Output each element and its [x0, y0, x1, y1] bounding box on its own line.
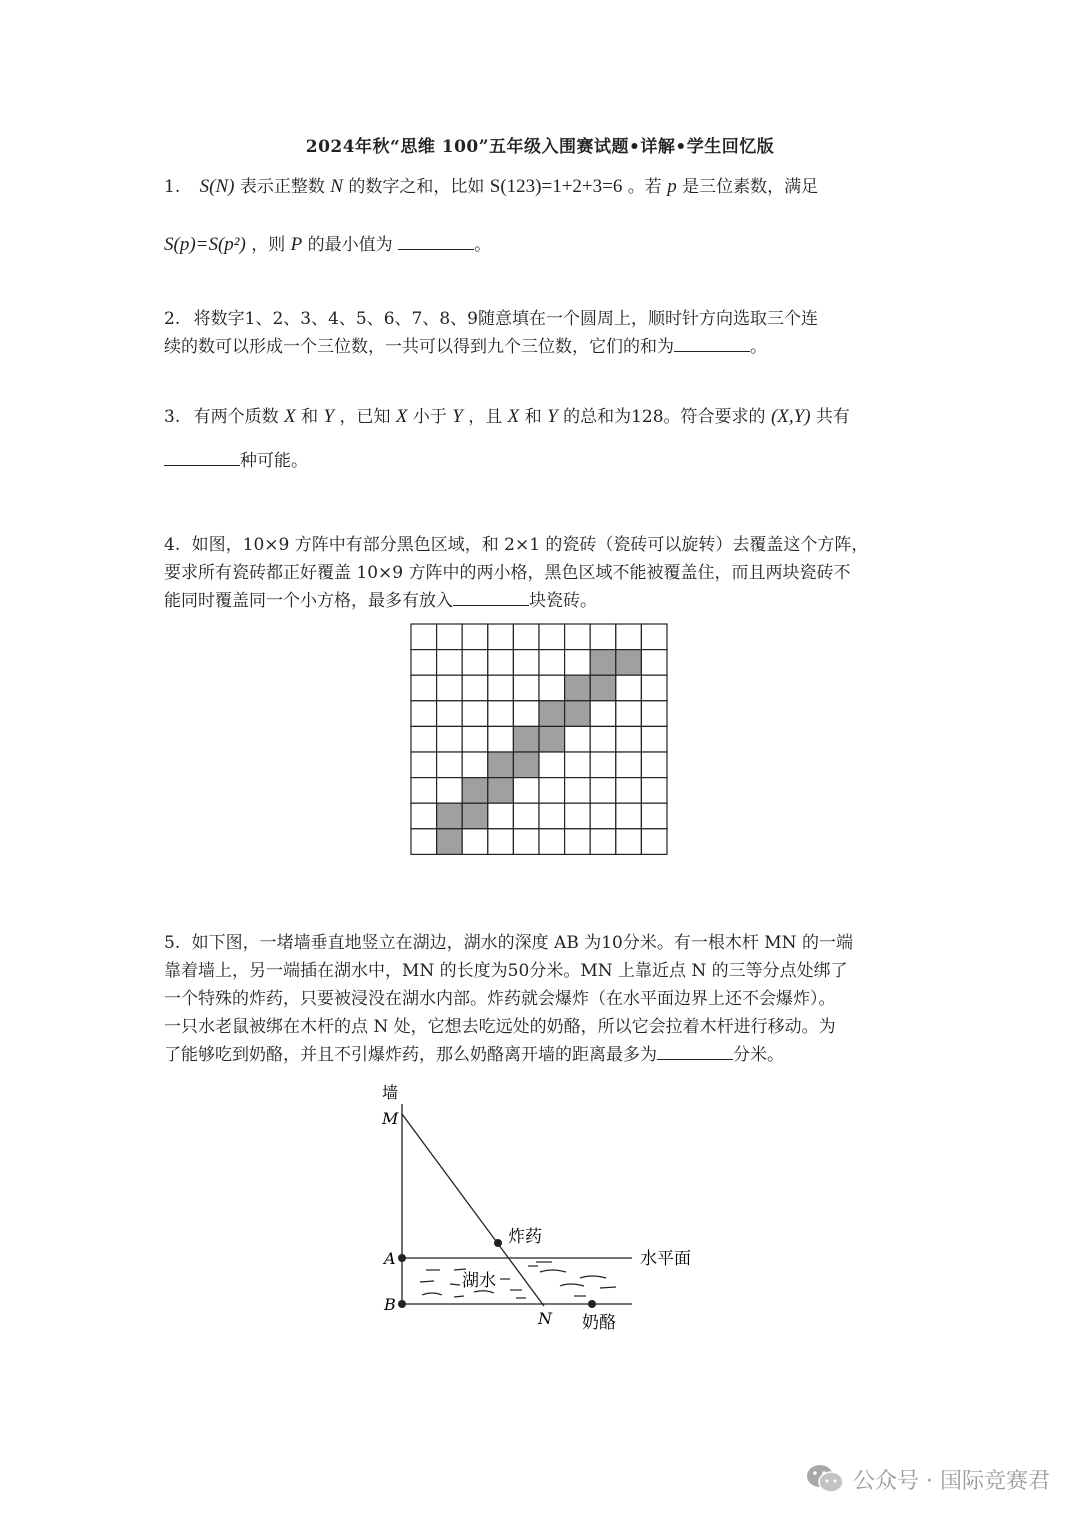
- math-example: S(123)=1+2+3=6: [489, 176, 623, 197]
- grid-cell: [437, 778, 463, 804]
- grid-cell: [616, 624, 642, 650]
- text: 和: [524, 407, 542, 427]
- text: ，且: [468, 407, 503, 427]
- math-var: Y: [547, 406, 558, 427]
- page-title: 2024年秋“思维 100”五年级入围赛试题•详解•学生回忆版: [305, 137, 775, 157]
- math-var: P: [290, 234, 303, 255]
- grid-cell: [437, 752, 463, 778]
- grid-cell: [565, 829, 591, 855]
- grid-cell: [411, 778, 437, 804]
- math-var: N: [330, 176, 343, 197]
- question-1: [164, 172, 919, 262]
- text: 是三位素数，满足: [682, 177, 819, 197]
- grid-cell: [462, 624, 488, 650]
- grid-cell: [565, 778, 591, 804]
- text: 块瓷砖。: [529, 591, 597, 611]
- text: 靠着墙上，另一端插在湖水中，MN 的长度为50分米。MN 上靠近点 N 的三等分点处绑了: [164, 961, 848, 981]
- grid-cell: [437, 726, 463, 752]
- answer-blank: [674, 337, 750, 352]
- text: 的最小值为: [307, 235, 393, 255]
- grid-cell: [590, 726, 616, 752]
- text: 小于: [412, 407, 447, 427]
- text: 种可能。: [240, 451, 308, 471]
- grid-cell-shaded: [513, 752, 539, 778]
- cheese-dot: [588, 1300, 596, 1308]
- grid-cell: [462, 752, 488, 778]
- text: 。: [474, 235, 492, 255]
- math-sn: S(N): [199, 176, 235, 197]
- grid-cell: [437, 624, 463, 650]
- grid-cell: [616, 829, 642, 855]
- label-M: M: [382, 1109, 399, 1128]
- math-pair: (X,Y): [770, 406, 811, 427]
- text: 。: [750, 337, 767, 357]
- grid-cell: [539, 778, 565, 804]
- grid-cell: [616, 726, 642, 752]
- grid-cell: [590, 752, 616, 778]
- question-number: 3.: [164, 407, 181, 427]
- label-cheese: 奶酪: [582, 1313, 616, 1333]
- grid-cell-shaded: [513, 726, 539, 752]
- question-2: [164, 304, 919, 364]
- grid-cell: [539, 675, 565, 701]
- grid-cell: [565, 650, 591, 676]
- grid-cell: [539, 803, 565, 829]
- grid-figure: [409, 622, 671, 856]
- grid-cell: [590, 624, 616, 650]
- grid-cell: [411, 675, 437, 701]
- grid-cell: [488, 829, 514, 855]
- grid-cell-shaded: [437, 829, 463, 855]
- question-number: 1.: [164, 177, 181, 197]
- grid-cell: [616, 803, 642, 829]
- grid-cell-shaded: [539, 726, 565, 752]
- label-wall: 墙: [382, 1083, 399, 1102]
- text: 一个特殊的炸药，只要被浸没在湖水内部。炸药就会爆炸（在水平面边界上还不会爆炸）。: [164, 989, 836, 1009]
- text: 要求所有瓷砖都正好覆盖 10×9 方阵中的两小格，黑色区域不能被覆盖住，而且两块瓷砖不: [164, 563, 851, 583]
- grid-cell-shaded: [437, 803, 463, 829]
- grid-cell: [411, 726, 437, 752]
- grid-cell: [462, 829, 488, 855]
- grid-cell: [437, 701, 463, 727]
- grid-cell: [590, 803, 616, 829]
- grid-cell: [513, 675, 539, 701]
- label-explosive: 炸药: [508, 1227, 542, 1247]
- grid-cell: [411, 650, 437, 676]
- text: 将数字1、2、3、4、5、6、7、8、9随意填在一个圆周上，顺时针方向选取三个连: [193, 309, 818, 329]
- grid-cell-shaded: [565, 675, 591, 701]
- grid-cell: [437, 675, 463, 701]
- grid-cell: [641, 650, 667, 676]
- grid-cell: [565, 752, 591, 778]
- wechat-icon: [805, 1463, 845, 1495]
- grid-cell: [462, 675, 488, 701]
- answer-blank: [453, 591, 529, 606]
- text: 能同时覆盖同一个小方格，最多有放入: [164, 591, 453, 611]
- grid-cell: [513, 803, 539, 829]
- grid-cell: [590, 778, 616, 804]
- lake-diagram: [370, 1078, 710, 1338]
- question-4: [164, 530, 919, 620]
- grid-cell: [513, 829, 539, 855]
- grid-cell: [513, 624, 539, 650]
- grid-cell: [641, 726, 667, 752]
- grid-cell: [616, 675, 642, 701]
- grid-cell: [539, 752, 565, 778]
- answer-blank: [398, 235, 474, 250]
- grid-cell: [462, 650, 488, 676]
- answer-blank: [164, 451, 240, 466]
- point-a: [398, 1254, 406, 1262]
- text: 。若: [627, 177, 662, 197]
- math-condition: S(p)=S(p²): [164, 234, 246, 255]
- water-wave-marks: [420, 1262, 616, 1298]
- grid-cell-shaded: [616, 650, 642, 676]
- grid-cell: [641, 778, 667, 804]
- text: 有两个质数: [193, 407, 279, 427]
- text: 了能够吃到奶酪，并且不引爆炸药，那么奶酪离开墙的距离最多为: [164, 1045, 657, 1065]
- grid-cell: [488, 624, 514, 650]
- grid-cell-shaded: [590, 650, 616, 676]
- watermark: [805, 1463, 1050, 1495]
- grid-cell: [590, 829, 616, 855]
- grid-cell: [513, 701, 539, 727]
- text: 分米。: [733, 1045, 784, 1065]
- grid-cell: [488, 726, 514, 752]
- text: 共有: [815, 407, 850, 427]
- grid-cell: [513, 650, 539, 676]
- grid-cell: [488, 675, 514, 701]
- grid-cell: [539, 829, 565, 855]
- question-number: 5.: [164, 933, 181, 953]
- text: 和: [301, 407, 319, 427]
- grid-cell: [411, 701, 437, 727]
- grid-cell: [488, 803, 514, 829]
- grid-cell: [539, 650, 565, 676]
- grid-cell: [411, 624, 437, 650]
- grid-cell: [488, 650, 514, 676]
- text: 表示正整数: [239, 177, 325, 197]
- grid-cell: [539, 624, 565, 650]
- watermark-text: 公众号 · 国际竞赛君: [853, 1468, 1050, 1494]
- grid-cell-shaded: [590, 675, 616, 701]
- text: 一只水老鼠被绑在木杆的点 N 处，它想去吃远处的奶酪，所以它会拉着木杆进行移动。为: [164, 1017, 836, 1037]
- grid-cell: [565, 726, 591, 752]
- question-5: [164, 928, 919, 1068]
- text: 续的数可以形成一个三位数，一共可以得到九个三位数，它们的和为: [164, 337, 674, 357]
- math-var: Y: [452, 406, 463, 427]
- grid-cell: [641, 675, 667, 701]
- grid-cell-shaded: [488, 778, 514, 804]
- grid-cell: [411, 803, 437, 829]
- math-var: X: [395, 406, 408, 427]
- grid-cell: [411, 752, 437, 778]
- grid-cell: [641, 803, 667, 829]
- grid-cell: [437, 650, 463, 676]
- math-var: Y: [323, 406, 335, 427]
- label-lake: 湖水: [462, 1271, 496, 1291]
- text: 如图，10×9 方阵中有部分黑色区域，和 2×1 的瓷砖（瓷砖可以旋转）去覆盖这个方阵，: [191, 535, 869, 555]
- grid-cell-shaded: [539, 701, 565, 727]
- grid-cell: [616, 778, 642, 804]
- grid-cell: [616, 752, 642, 778]
- grid-cell-shaded: [488, 752, 514, 778]
- grid-cell: [641, 624, 667, 650]
- grid-cell-shaded: [462, 778, 488, 804]
- grid-cell-shaded: [462, 803, 488, 829]
- point-b: [398, 1300, 406, 1308]
- math-var: X: [284, 406, 296, 427]
- grid-cell: [616, 701, 642, 727]
- label-N: N: [538, 1309, 552, 1328]
- text: ，则: [251, 235, 286, 255]
- grid-cell: [590, 701, 616, 727]
- grid-cell: [641, 752, 667, 778]
- grid-cell: [641, 701, 667, 727]
- label-water-surface: 水平面: [640, 1249, 691, 1269]
- grid-cell: [462, 726, 488, 752]
- label-B: B: [384, 1295, 396, 1314]
- math-var: X: [507, 406, 520, 427]
- question-number: 2.: [164, 309, 181, 329]
- text: ，已知: [339, 407, 391, 427]
- explosive-dot: [494, 1239, 502, 1247]
- math-var: p: [667, 176, 677, 197]
- question-3: [164, 402, 919, 472]
- grid-cell: [488, 701, 514, 727]
- grid-cell-shaded: [565, 701, 591, 727]
- text: 的总和为128。符合要求的: [563, 407, 766, 427]
- text: 如下图，一堵墙垂直地竖立在湖边，湖水的深度 AB 为10分米。有一根木杆 MN 的一端: [191, 933, 853, 953]
- answer-blank: [657, 1045, 733, 1060]
- question-number: 4.: [164, 535, 181, 555]
- label-A: A: [384, 1249, 396, 1268]
- grid-cell: [565, 803, 591, 829]
- grid-cell: [565, 624, 591, 650]
- grid-cell: [411, 829, 437, 855]
- grid-cell: [641, 829, 667, 855]
- grid-cell: [513, 778, 539, 804]
- grid-cell: [462, 701, 488, 727]
- text: 的数字之和，比如: [348, 177, 485, 197]
